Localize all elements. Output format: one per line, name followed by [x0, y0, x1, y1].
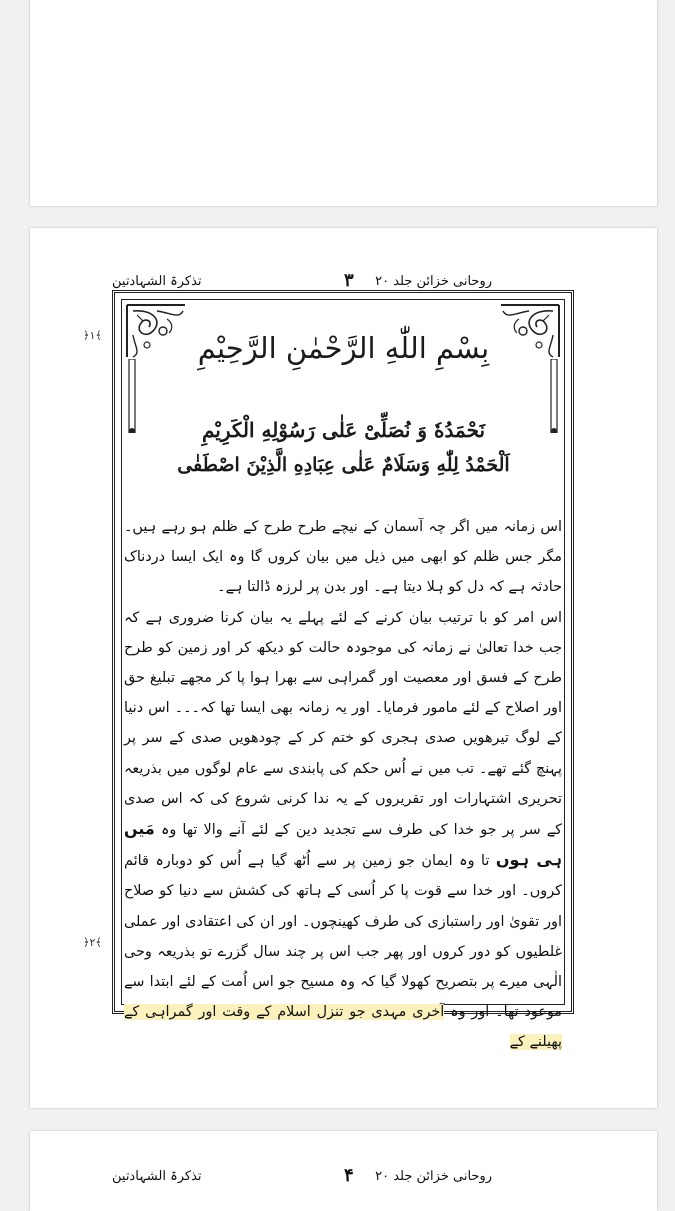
- bold-phrase: مَیں ہی ہوں: [124, 819, 562, 870]
- margin-marker: ﴿۱﴾: [83, 329, 102, 342]
- arabic-praise: اَلْحَمْدُ لِلّٰهِ وَسَلَامٌ عَلٰی عِبَادِهِ الَّذِيْنَ اصْطَفٰی: [177, 454, 510, 476]
- header-book-title: تذکرۃ الشہادتین: [112, 1169, 202, 1184]
- current-page: [30, 228, 657, 1108]
- paragraph: اس زمانہ میں اگر چہ آسمان کے نیچے طرح طرح کے ظلم ہو رہے ہیں۔ مگر جس ظلم کو ابھی میں ذیل میں بیان کروں گا وہ ایک ایسا دردناک حادثہ ہے کہ دل کو ہلا دیتا ہے۔ اور بدن پر لرزہ ڈالتا ہے۔: [124, 519, 562, 596]
- page-number: ۴: [344, 1165, 354, 1186]
- paragraph-text: اس امر کو با ترتیب بیان کرنے کے لئے پہلے یہ بیان کرنا ضروری ہے کہ جب خدا تعالیٰ نے زمانہ کی موجودہ حالت کو دیکھ کر اور زمین کو طرح طرح کے فسق اور معصیت اور گمراہی سے بھرا ہوا پا کر مجھے تبلیغ حق اور اصلاح کے لئے مامور فرمایا۔ اور یہ زمانہ بھی ایسا تھا کہ۔۔۔ اس دنیا کے لوگ تیرھویں صدی ہجری کو ختم کر کے چودھویں صدی کے سر پر پہنچ گئے تھے۔ تب میں نے اُس حکم کی پابندی سے عام لوگوں میں بذریعہ تحریری اشتہارات اور تقریروں کے یہ ندا کرنی شروع کی کہ اس صدی کے سر پر جو خدا کی طرف سے تجدید دین کے لئے آنے والا تھا وہ: [124, 609, 563, 839]
- header-volume: روحانی خزائن جلد ۲۰: [375, 274, 492, 289]
- bismillah-calligraphy: بِسْمِ اللّٰهِ الرَّحْمٰنِ الرَّحِيْمِ: [197, 331, 490, 365]
- page-number: ۳: [344, 270, 354, 291]
- body-text: [124, 512, 562, 1058]
- arabic-salutation: نَحْمَدُهٗ وَ نُصَلِّیْ عَلٰی رَسُوْلِهِ الْكَرِيْمِ: [201, 418, 486, 442]
- highlighted-text[interactable]: آخری مہدی جو تنزل اسلام کے وقت اور گمراہی کے پھیلنے کے: [124, 1004, 562, 1051]
- header-book-title: تذکرۃ الشہادتین: [112, 274, 202, 289]
- next-page: [30, 1131, 657, 1211]
- previous-page: [30, 0, 657, 206]
- header-volume: روحانی خزائن جلد ۲۰: [375, 1169, 492, 1184]
- paragraph-continuation: تا وہ ایمان جو زمین پر سے اُٹھ گیا ہے اُس کو دوبارہ قائم کروں۔ اور خدا سے قوت پا کر اُسی کے ہاتھ کی کشش سے دنیا کو صلاح اور تقویٰ اور راستبازی کی طرف کھینچوں۔ اور ان کی اعتقادی اور عملی غلطیوں کو دور کروں اور پھر جب اس پر چند سال گزرے تو بذریعہ وحی الٰہی میرے پر بتصریح کھولا گیا کہ وہ مسیح جو اس اُمت کے لئے ابتدا سے موعود تھا۔ اور وہ: [124, 853, 563, 1021]
- paragraph: [124, 603, 562, 1058]
- margin-marker: ﴿۲﴾: [83, 936, 102, 949]
- running-header: [112, 1163, 574, 1191]
